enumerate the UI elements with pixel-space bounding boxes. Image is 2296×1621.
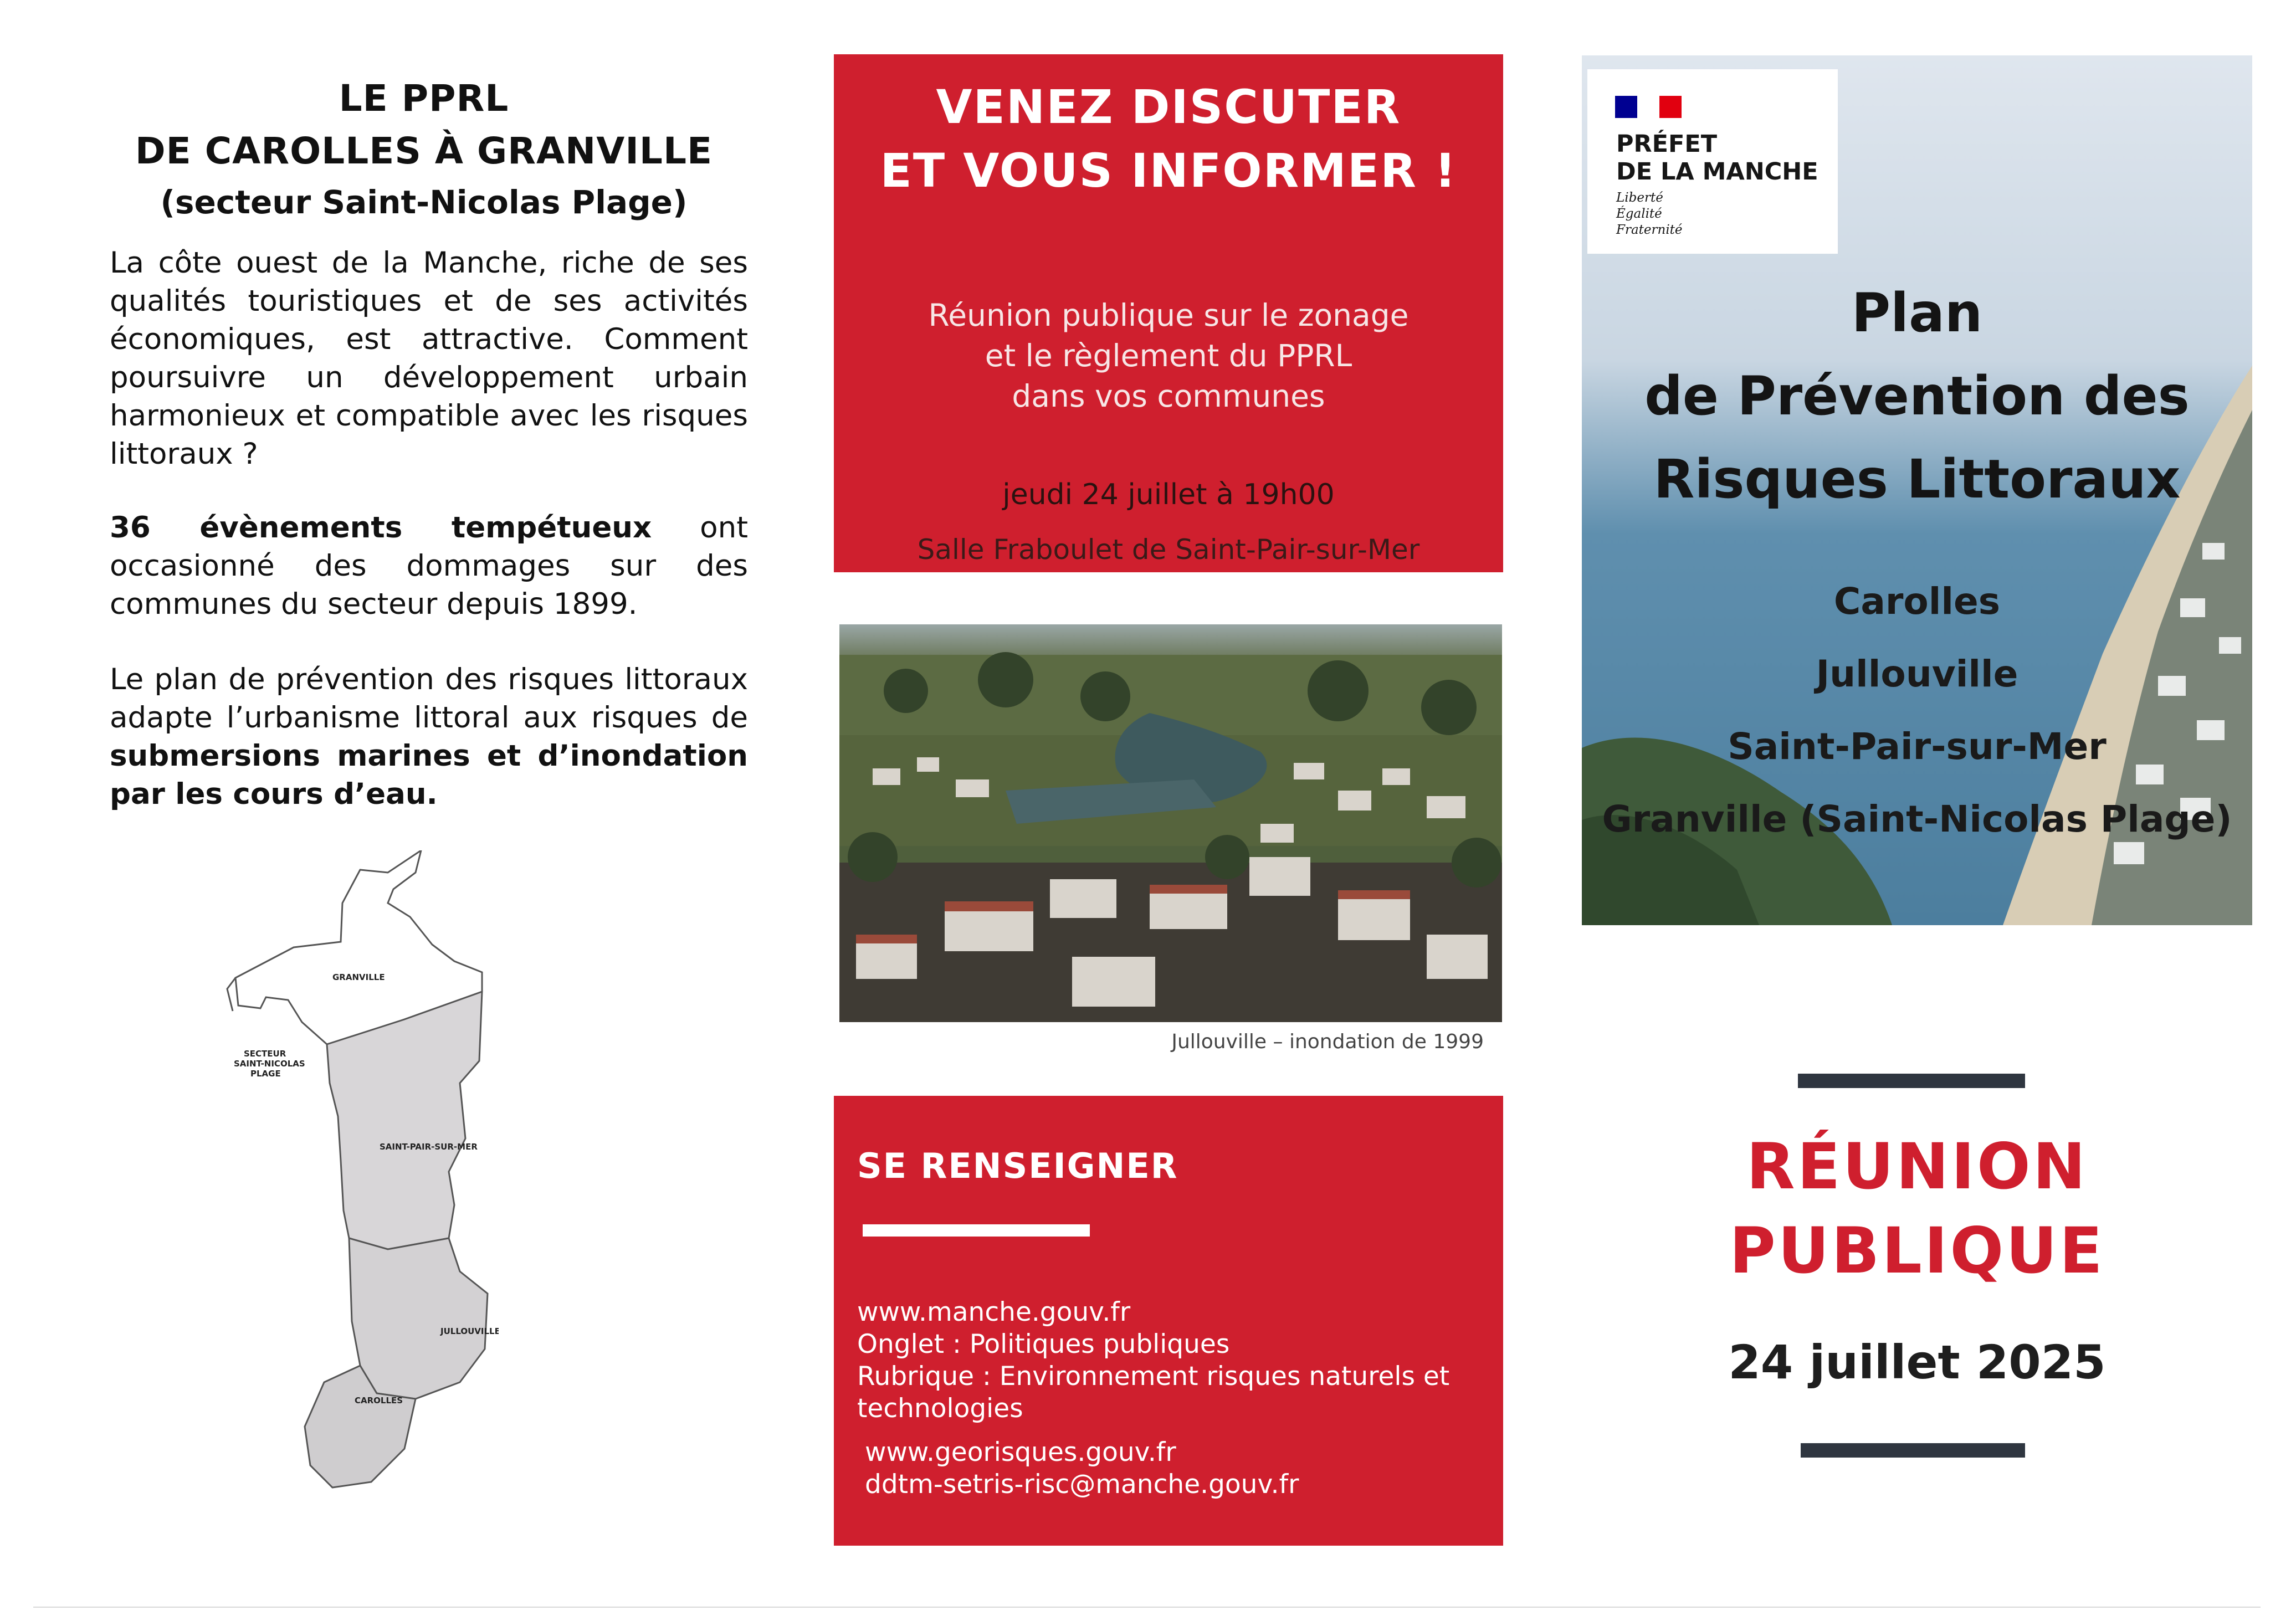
- prefecture-logo: [1587, 69, 1838, 254]
- invitation-description: [834, 295, 1503, 417]
- photo-caption: Jullouville – inondation de 1999: [1171, 1030, 1484, 1053]
- map-label-jullouville: JULLOUVILLE: [440, 1326, 499, 1336]
- info-rubric-line-1: Rubrique : Environnement risques naturels et: [857, 1361, 1450, 1392]
- map-label-secteur-3: PLAGE: [250, 1069, 281, 1079]
- plan-risks: submersions marines et d’inondation par les cours d’eau.: [110, 739, 748, 811]
- info-contacts: [865, 1437, 1474, 1501]
- reunion-date: 24 juillet 2025: [1728, 1335, 2106, 1389]
- invitation-heading-line-2: ET VOUS INFORMER !: [880, 143, 1457, 198]
- map-jullouville-zone: [349, 1238, 488, 1399]
- republic-motto: [1616, 190, 1683, 238]
- info-heading: SE RENSEIGNER: [857, 1146, 1178, 1186]
- invitation-desc-line-3: dans vos communes: [1012, 378, 1325, 414]
- marianne-flag-icon: [1615, 96, 1682, 118]
- plan-paragraph: [110, 660, 748, 813]
- sector-map: [222, 850, 499, 1493]
- cover-title-line-1: Plan: [1851, 282, 1983, 344]
- title-subtitle: (secteur Saint-Nicolas Plage): [160, 183, 688, 221]
- meeting-place: Salle Fraboulet de Saint-Pair-sur-Mer: [917, 534, 1420, 566]
- prefecture-line-1: PRÉFET: [1616, 130, 1718, 158]
- events-text: ont occasionné des dommages sur des communes du secteur depuis 1899.: [110, 511, 748, 621]
- town-item: Carolles: [1833, 580, 2001, 623]
- prefecture-name: [1616, 130, 1818, 186]
- reunion-line-2: PUBLIQUE: [1729, 1214, 2105, 1287]
- plan-text: Le plan de prévention des risques littoraux adapte l’urbanisme littoral aux risques de: [110, 663, 748, 735]
- town-item: Saint-Pair-sur-Mer: [1728, 725, 2107, 768]
- info-lines: [857, 1296, 1467, 1425]
- info-divider: [863, 1224, 1090, 1237]
- info-rubric-line-2: technologies: [857, 1393, 1023, 1424]
- flood-aerial-photo: [839, 624, 1502, 1022]
- reunion-heading: [1596, 1125, 2238, 1293]
- invitation-heading: [834, 75, 1503, 203]
- title-line-1: LE PPRL: [339, 77, 509, 120]
- invitation-desc-line-1: Réunion publique sur le zonage: [928, 297, 1409, 333]
- towns-list: [1582, 565, 2252, 855]
- motto-liberte: Liberté: [1616, 191, 1663, 205]
- map-label-secteur-2: SAINT-NICOLAS: [234, 1059, 305, 1069]
- info-email[interactable]: ddtm-setris-risc@manche.gouv.fr: [865, 1469, 1299, 1500]
- intro-paragraph: La côte ouest de la Manche, riche de ses qualités touristiques et de ses activités économiques, est attractive. Comment poursuivre un développement urbain harmonieux et compatible avec les risques littoraux ?: [110, 246, 748, 471]
- cover-title-line-3: Risques Littoraux: [1653, 448, 2181, 510]
- meeting-date-time: jeudi 24 juillet à 19h00: [1002, 478, 1335, 511]
- flood-photo-illustration: [839, 624, 1502, 1022]
- info-link-manche[interactable]: www.manche.gouv.fr: [857, 1297, 1131, 1327]
- info-link-georisques[interactable]: www.georisques.gouv.fr: [865, 1437, 1176, 1468]
- reunion-bottom-divider: [1801, 1443, 2025, 1458]
- town-item: Jullouville: [1816, 653, 2018, 695]
- page-bottom-edge: [33, 1607, 2261, 1608]
- map-label-secteur-1: SECTEUR: [244, 1049, 286, 1059]
- events-paragraph: [110, 509, 748, 623]
- prefecture-line-2: DE LA MANCHE: [1616, 158, 1818, 186]
- motto-fraternite: Fraternité: [1616, 223, 1683, 237]
- cover-title: [1582, 271, 2252, 521]
- events-count: 36 évènements tempétueux: [110, 511, 652, 545]
- map-label-saint-pair: SAINT-PAIR-SUR-MER: [380, 1142, 478, 1152]
- title-line-2: DE CAROLLES À GRANVILLE: [135, 130, 713, 172]
- sector-map-svg: [222, 850, 499, 1493]
- cover-title-line-2: de Prévention des: [1644, 365, 2190, 427]
- invitation-desc-line-2: et le règlement du PPRL: [985, 338, 1352, 373]
- map-label-granville: GRANVILLE: [332, 972, 385, 982]
- invitation-box: [834, 54, 1503, 572]
- info-box: [834, 1096, 1503, 1546]
- motto-egalite: Égalité: [1616, 207, 1662, 221]
- reunion-top-divider: [1798, 1074, 2025, 1088]
- invitation-heading-line-1: VENEZ DISCUTER: [936, 80, 1401, 134]
- town-item: Granville (Saint-Nicolas Plage): [1602, 798, 2232, 840]
- cover-panel: [1582, 55, 2252, 925]
- reunion-line-1: RÉUNION: [1746, 1130, 2088, 1203]
- info-tab: Onglet : Politiques publiques: [857, 1329, 1230, 1360]
- left-panel-title: [105, 72, 742, 227]
- map-label-carolles: CAROLLES: [355, 1396, 403, 1405]
